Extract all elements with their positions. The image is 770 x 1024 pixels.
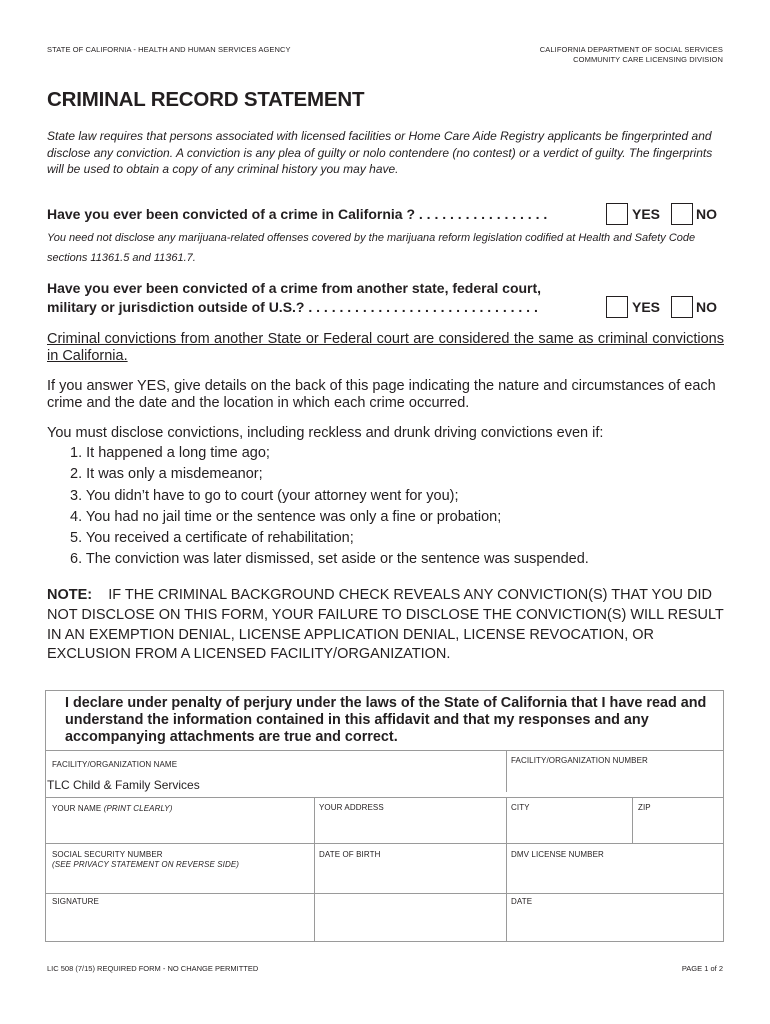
dob-label: DATE OF BIRTH <box>319 850 381 859</box>
note-text: IF THE CRIMINAL BACKGROUND CHECK REVEALS ANY CONVICTION(S) THAT YOU DID NOT DISCLOSE ON THIS FORM, YOUR FAILURE TO DISCLOSE THE CONVICTION(S) WILL RESULT IN AN EXEMPTION DENIAL, LICENSE APPLICATION DENIAL, LICENSE REVOCATION, OR EXCLUSION FROM A LICENSED FACILITY/ORGANIZATION. <box>47 587 724 663</box>
form-divider <box>506 750 507 792</box>
division-name: COMMUNITY CARE LICENSING DIVISION <box>573 55 723 64</box>
page-title: CRIMINAL RECORD STATEMENT <box>47 88 365 111</box>
department-name: CALIFORNIA DEPARTMENT OF SOCIAL SERVICES <box>539 45 723 54</box>
q2-no-label: NO <box>696 299 717 315</box>
marijuana-note-line2: sections 11361.5 and 11361.7. <box>47 252 196 264</box>
list-item: 5. You received a certificate of rehabilitation; <box>70 530 354 547</box>
page-number: PAGE 1 of 2 <box>681 964 723 973</box>
marijuana-note-line1: You need not disclose any marijuana-related offenses covered by the marijuana reform legislation codified at Health and Safety Code <box>47 232 696 244</box>
if-yes-instructions: If you answer YES, give details on the back of this page indicating the nature and circumstances of each crime and the date and the location in which each crime occurred. <box>47 378 716 411</box>
facility-number-label: FACILITY/ORGANIZATION NUMBER <box>511 756 648 765</box>
question-other-jurisdiction <box>47 279 541 317</box>
q1-no-label: NO <box>696 206 717 222</box>
your-name-label-text: YOUR NAME <box>52 804 102 813</box>
address-field[interactable] <box>319 818 501 840</box>
list-item: 3. You didn’t have to go to court (your attorney went for you); <box>70 487 459 504</box>
city-label: CITY <box>511 803 530 812</box>
form-divider <box>45 750 724 751</box>
q1-yes-checkbox[interactable] <box>606 203 628 225</box>
list-item: 6. The conviction was later dismissed, set aside or the sentence was suspended. <box>70 551 589 568</box>
question-other-jurisdiction-line2: military or jurisdiction outside of U.S.? . . . . . . . . . . . . . . . . . . . . . . . . . . . . . . <box>47 299 538 315</box>
note-paragraph <box>47 586 737 665</box>
signature-label: SIGNATURE <box>52 897 99 906</box>
agency-header: STATE OF CALIFORNIA - HEALTH AND HUMAN SERVICES AGENCY <box>47 45 291 54</box>
q1-yes-label: YES <box>632 206 661 222</box>
date-label: DATE <box>511 897 533 906</box>
department-header <box>540 45 723 64</box>
address-label: YOUR ADDRESS <box>319 803 384 812</box>
facility-number-field[interactable] <box>511 770 716 790</box>
city-field[interactable] <box>511 818 627 840</box>
form-number: LIC 508 (7/15) REQUIRED FORM - NO CHANGE PERMITTED <box>47 964 259 973</box>
facility-name-label: FACILITY/ORGANIZATION NAME <box>52 760 178 769</box>
list-item: 2. It was only a misdemeanor; <box>70 466 263 483</box>
ssn-field[interactable] <box>50 872 308 890</box>
disclosure-conditions-list <box>70 445 589 573</box>
zip-label: ZIP <box>638 803 651 812</box>
dmv-license-field[interactable] <box>511 864 719 888</box>
signature-field[interactable] <box>50 910 508 938</box>
q2-yes-label: YES <box>632 299 661 315</box>
question-california: Have you ever been convicted of a crime in California ? . . . . . . . . . . . . . . . . . <box>47 206 548 222</box>
declaration-text: I declare under penalty of perjury under the laws of the State of California that I have read and understand the information contained in this affidavit and that my responses and any accompanying attachments are true and correct. <box>65 695 707 746</box>
dob-field[interactable] <box>319 864 501 888</box>
q2-yes-checkbox[interactable] <box>606 296 628 318</box>
dmv-license-label: DMV LICENSE NUMBER <box>511 850 604 859</box>
must-disclose-intro: You must disclose convictions, including reckless and drunk driving convictions even if: <box>47 425 604 441</box>
intro-paragraph: State law requires that persons associated with licensed facilities or Home Care Aide Registry applicants be fingerprinted and disclose any conviction. A conviction is any plea of guilty or nolo contendere (no contest) or a verdict of guilty. The fingerprints will be used to obtain a copy of any criminal history you may have. <box>47 129 713 176</box>
form-divider <box>45 893 724 894</box>
q1-no-checkbox[interactable] <box>671 203 693 225</box>
facility-name-field[interactable]: TLC Child & Family Services <box>47 778 200 792</box>
your-name-label <box>52 804 172 813</box>
zip-field[interactable] <box>638 818 720 840</box>
ssn-label: SOCIAL SECURITY NUMBER <box>52 850 163 859</box>
your-name-field[interactable] <box>50 818 308 840</box>
ssn-hint: (SEE PRIVACY STATEMENT ON REVERSE SIDE) <box>52 860 240 869</box>
form-divider <box>632 797 633 843</box>
form-divider <box>45 843 724 844</box>
note-label: NOTE: <box>47 587 93 603</box>
q2-no-checkbox[interactable] <box>671 296 693 318</box>
form-divider <box>45 797 724 798</box>
list-item: 1. It happened a long time ago; <box>70 445 270 461</box>
your-name-hint: (PRINT CLEARLY) <box>103 804 173 813</box>
date-field[interactable] <box>511 910 719 938</box>
question-other-jurisdiction-line1: Have you ever been convicted of a crime from another state, federal court, <box>47 280 542 296</box>
list-item: 4. You had no jail time or the sentence was only a fine or probation; <box>70 508 502 525</box>
same-as-california-text: Criminal convictions from another State or Federal court are considered the same as criminal convictions in California. <box>47 331 724 364</box>
